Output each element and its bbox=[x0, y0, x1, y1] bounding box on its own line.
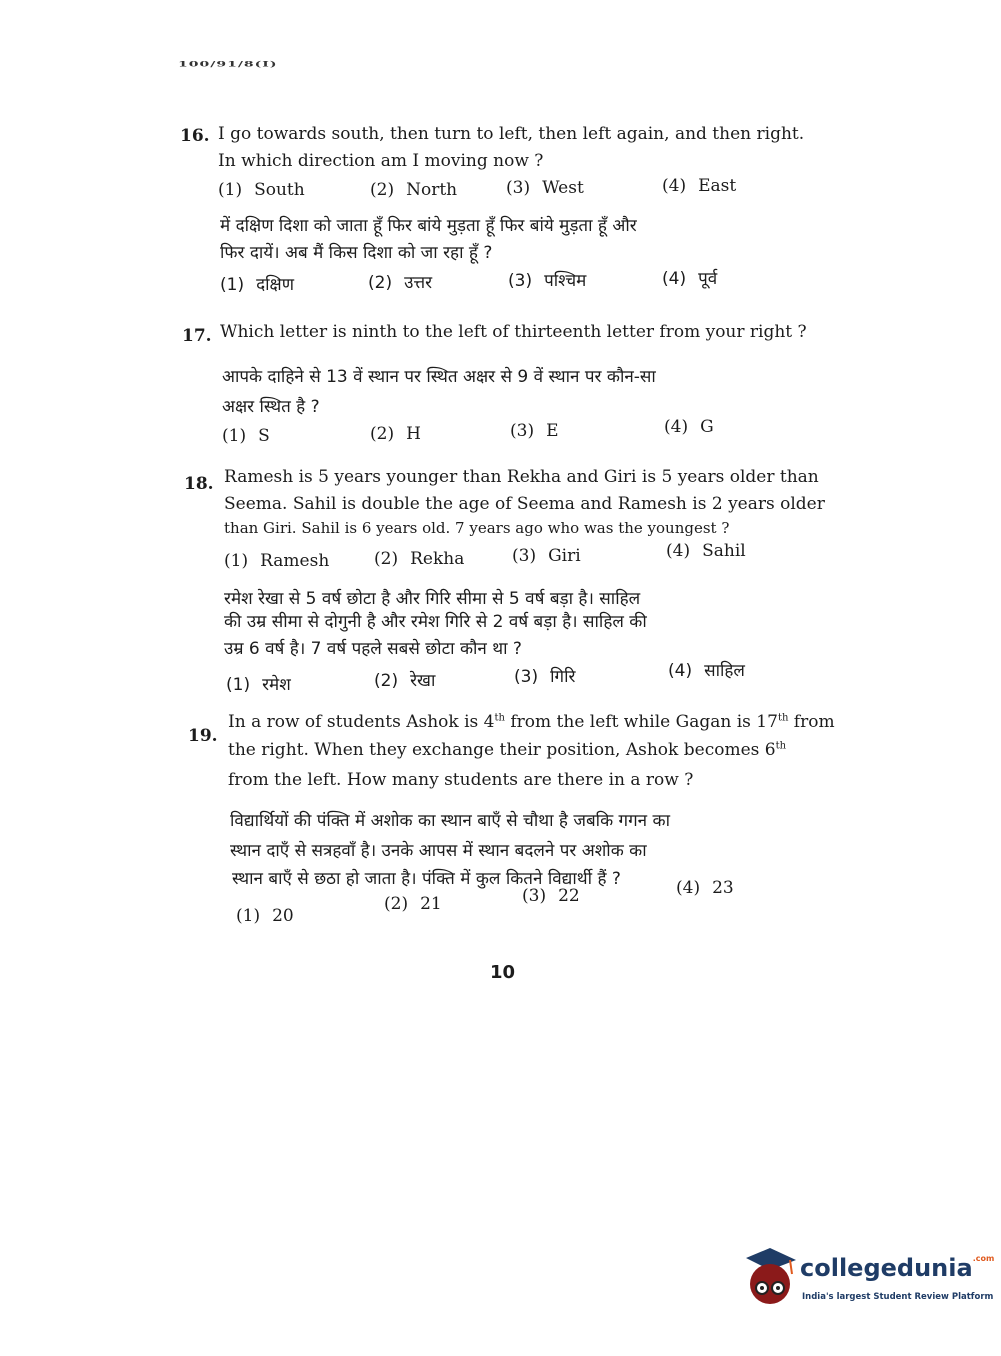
question-text: I go towards south, then turn to left, then left again, and then right. bbox=[218, 124, 805, 144]
option-1-hindi: (1) दक्षिण bbox=[220, 275, 295, 295]
option-1: (1) Ramesh bbox=[224, 551, 330, 571]
option-2: (2) North bbox=[370, 180, 458, 200]
question-text-hindi: स्थान बाएँ से छठा हो जाता है। पंक्ति में कुल कितने विद्यार्थी हैं ? bbox=[232, 869, 621, 889]
question-text: In which direction am I moving now ? bbox=[218, 151, 544, 171]
question-text-hindi: स्थान दाएँ से सत्रहवाँ है। उनके आपस में स्थान बदलने पर अशोक का bbox=[230, 841, 647, 861]
option-2: (2) H bbox=[370, 424, 421, 444]
question-text-hindi: उम्र 6 वर्ष है। 7 वर्ष पहले सबसे छोटा कौन था ? bbox=[224, 639, 522, 659]
option-3: (3) E bbox=[510, 421, 559, 441]
option-3: (3) 22 bbox=[522, 886, 580, 906]
option-3: (3) West bbox=[506, 178, 584, 198]
mascot-logo-icon bbox=[740, 1248, 800, 1310]
option-1: (1) S bbox=[222, 426, 270, 446]
option-4-hindi: (4) साहिल bbox=[668, 661, 745, 681]
question-text: Which letter is ninth to the left of thirteenth letter from your right ? bbox=[220, 322, 807, 342]
question-number: 17. bbox=[182, 326, 212, 346]
question-text-hindi: अक्षर स्थित है ? bbox=[222, 397, 320, 417]
question-text-hindi: फिर दायें। अब मैं किस दिशा को जा रहा हूँ ? bbox=[220, 243, 493, 263]
option-1-hindi: (1) रमेश bbox=[226, 675, 291, 695]
option-3-hindi: (3) गिरि bbox=[514, 667, 576, 687]
question-text: Seema. Sahil is double the age of Seema and Ramesh is 2 years older bbox=[224, 494, 825, 514]
option-2-hindi: (2) उत्तर bbox=[368, 273, 433, 293]
question-text: than Giri. Sahil is 6 years old. 7 years ago who was the youngest ? bbox=[224, 519, 730, 537]
question-text-hindi: रमेश रेखा से 5 वर्ष छोटा है और गिरि सीमा से 5 वर्ष बड़ा है। साहिल bbox=[224, 589, 641, 609]
brand-tagline: India's largest Student Review Platform bbox=[802, 1292, 994, 1302]
option-4: (4) G bbox=[664, 417, 714, 437]
option-2: (2) Rekha bbox=[374, 549, 465, 569]
option-3: (3) Giri bbox=[512, 546, 581, 566]
question-text: the right. When they exchange their position, Ashok becomes 6th bbox=[228, 740, 787, 760]
option-3-hindi: (3) पश्चिम bbox=[508, 271, 587, 291]
option-2-hindi: (2) रेखा bbox=[374, 671, 436, 691]
page-code: 100/91/8(I) bbox=[178, 60, 278, 69]
option-4: (4) East bbox=[662, 176, 737, 196]
question-number: 18. bbox=[184, 474, 214, 494]
option-4-hindi: (4) पूर्व bbox=[662, 269, 718, 289]
option-4: (4) 23 bbox=[676, 878, 734, 898]
question-text-hindi: आपके दाहिने से 13 वें स्थान पर स्थित अक्षर से 9 वें स्थान पर कौन-सा bbox=[222, 367, 656, 387]
page-number: 10 bbox=[490, 962, 516, 983]
question-number: 16. bbox=[180, 126, 210, 146]
question-text-hindi: की उम्र सीमा से दोगुनी है और रमेश गिरि से 2 वर्ष बड़ा है। साहिल की bbox=[224, 612, 647, 632]
collegedunia-watermark bbox=[740, 1248, 995, 1318]
question-number: 19. bbox=[188, 726, 218, 746]
question-text-hindi: विद्यार्थियों की पंक्ति में अशोक का स्थान बाएँ से चौथा है जबकि गगन का bbox=[230, 811, 670, 831]
question-text: from the left. How many students are there in a row ? bbox=[228, 770, 694, 790]
question-text: In a row of students Ashok is 4th from the left while Gagan is 17th from bbox=[228, 712, 835, 732]
option-4: (4) Sahil bbox=[666, 541, 746, 561]
question-text-hindi: में दक्षिण दिशा को जाता हूँ फिर बांये मुड़ता हूँ फिर बांये मुड़ता हूँ और bbox=[220, 216, 637, 236]
brand-name: collegedunia$^{.com}$ bbox=[800, 1254, 995, 1282]
question-text: Ramesh is 5 years younger than Rekha and Giri is 5 years older than bbox=[224, 467, 819, 487]
option-2: (2) 21 bbox=[384, 894, 442, 914]
option-1: (1) 20 bbox=[236, 906, 294, 926]
option-1: (1) South bbox=[218, 180, 305, 200]
